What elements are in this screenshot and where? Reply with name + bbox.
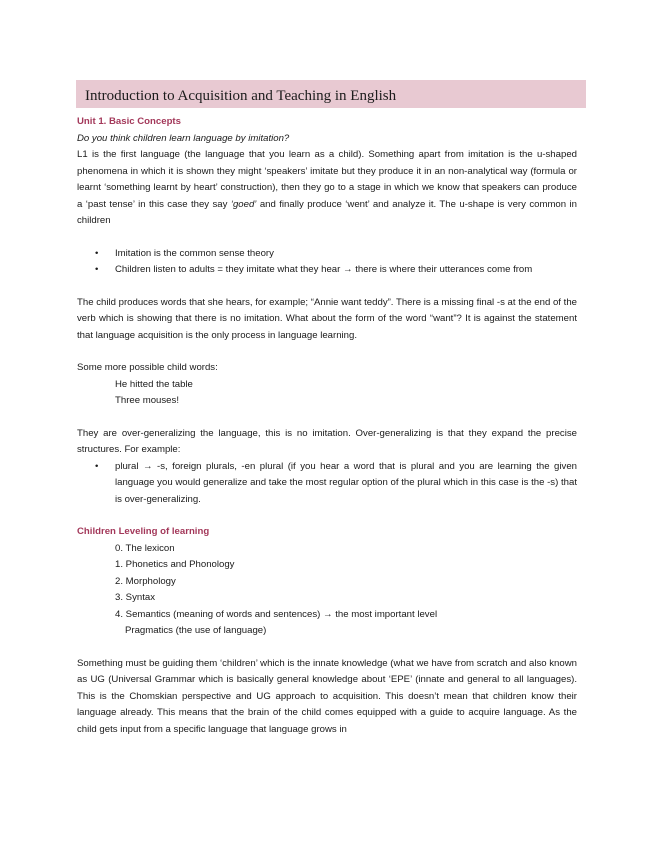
guiding-question: Do you think children learn language by imitation?	[77, 132, 290, 144]
plural-list	[77, 459, 577, 509]
child-words-intro: Some more possible child words:	[77, 362, 218, 373]
level-item: 3. Syntax	[115, 592, 155, 603]
level-item: 0. The lexicon	[115, 542, 175, 554]
paragraph-annie: The child produces words that she hears, for example; “Annie want teddy”. There is a missing final -s at the end of the verb which is showing that there is no imitation. What about the form of the word “want”? It is against the statement that language acquisition is the only process in language learning.	[77, 296, 577, 341]
paragraph-overgeneralizing: They are over-generalizing the language, this is no imitation. Over-generalizing is that they expand the precise structures. For example:	[77, 427, 577, 455]
unit-heading: Unit 1. Basic Concepts	[77, 116, 181, 127]
level-item: 2. Morphology	[115, 575, 176, 587]
levels-heading: Children Leveling of learning	[77, 526, 210, 537]
paragraph-ug: Something must be guiding them ‘children’ which is the innate knowledge (what we have from scratch and also known as UG (Universal Grammar which is basically general knowledge about ‘EPE’ (innate and general to all languages). This is the Chomskian perspective and UG approach to acquisition. This doesn’t mean that children know their language already. This means that the brain of the child comes equipped with a guide to acquire language. As the child gets input from a specific language that language grows in	[77, 657, 577, 735]
pragmatics-item: Pragmatics (the use of language)	[125, 625, 267, 636]
document-body	[77, 114, 577, 738]
list-item: • Imitation is the common sense theory	[77, 246, 577, 263]
goed-word: ‘goed’	[230, 198, 257, 210]
paragraph-l1	[77, 147, 577, 230]
level-item: 4. Semantics (meaning of words and sentences) → the most important level	[115, 608, 438, 620]
list-item: • Children listen to adults = they imitate what they hear → there is where their utterances come from	[77, 262, 577, 279]
child-word: Three mouses!	[115, 395, 179, 406]
document-title: Introduction to Acquisition and Teaching in English	[85, 88, 397, 104]
level-item: 1. Phonetics and Phonology	[115, 559, 235, 570]
list-item: • plural → -s, foreign plurals, -en plural (if you hear a word that is plural and you are learning the given language you would generalize and take the most regular option of the plural which in this case is the -s) that is over-generalizing.	[77, 459, 577, 509]
imitation-list	[77, 246, 577, 279]
paragraph-l1-part1: L1 is the first language (the language that you learn as a child). Something apart from imitation is the u-shaped phenomena in which it is shown they might ‘speakers’ imitate but they produce it in an non-analytical way (formula or learnt ‘something learnt by heart’ construction), then they go to a stage in which we know that speakers can produce a ‘past tense’ in this case they say	[77, 149, 577, 210]
paragraph-l1-part2: and finally produce ‘went’ and analyze it. The u-shape is very common in children	[77, 198, 577, 226]
child-word: He hitted the table	[115, 378, 193, 390]
title-banner	[76, 80, 586, 108]
